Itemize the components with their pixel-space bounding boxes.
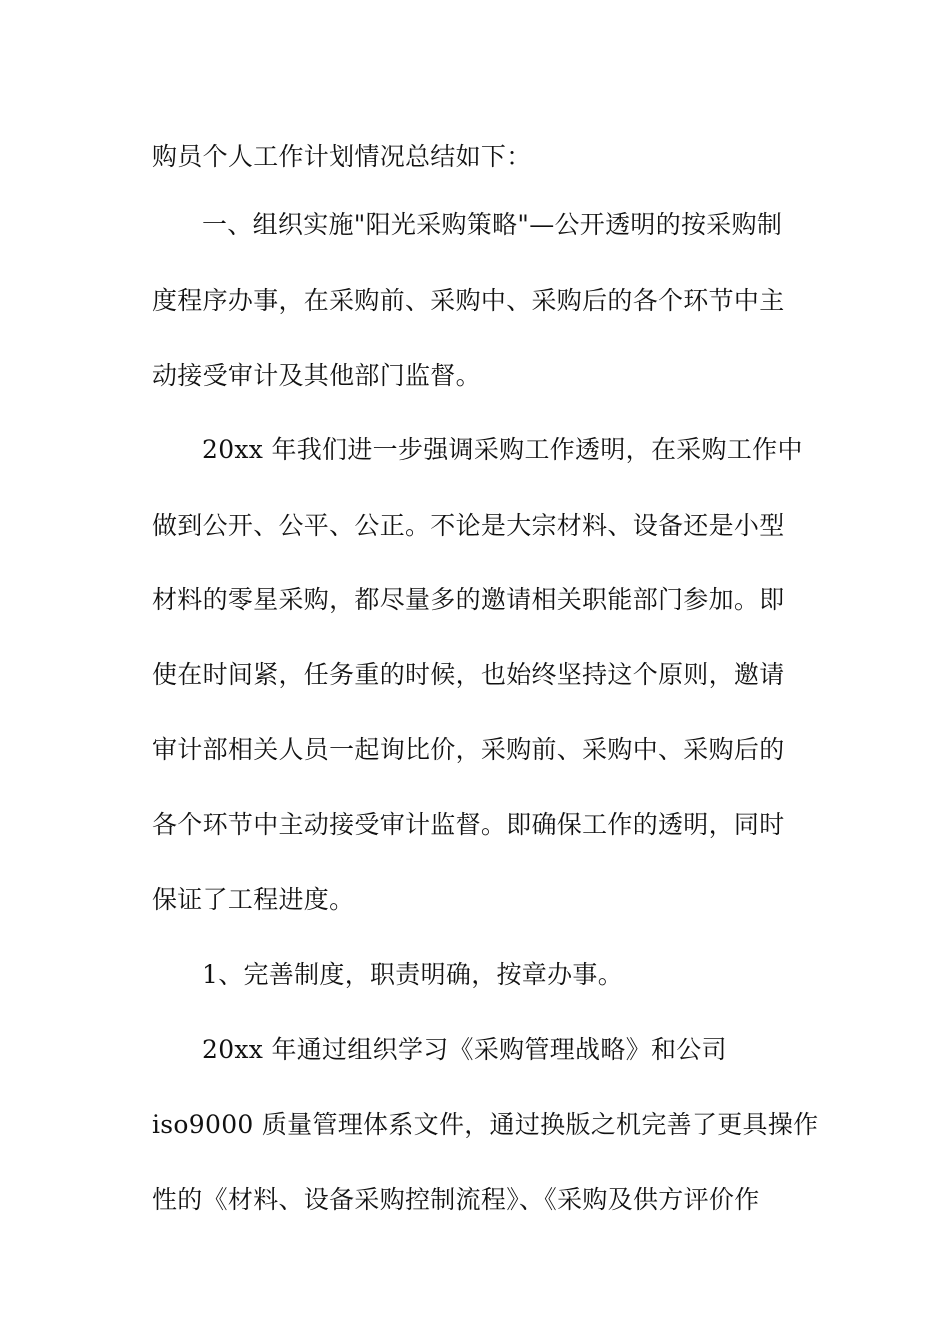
text-line: 20xx 年通过组织学习《采购管理战略》和公司 [202,1035,727,1064]
text-line: 动接受审计及其他部门监督。 [152,361,481,390]
text-line: 购员个人工作计划情况总结如下： [152,142,532,171]
text-line: 20xx 年我们进一步强调采购工作透明，在采购工作中 [202,435,803,464]
text-line: 做到公开、公平、公正。不论是大宗材料、设备还是小型 [152,511,785,540]
text-line: iso9000 质量管理体系文件，通过换版之机完善了更具操作 [152,1110,819,1139]
text-line: 1、完善制度，职责明确，按章办事。 [202,960,624,989]
text-line: 度程序办事，在采购前、采购中、采购后的各个环节中主 [152,286,785,315]
text-line: 保证了工程进度。 [152,885,355,914]
text-line: 材料的零星采购，都尽量多的邀请相关职能部门参加。即 [152,585,785,614]
text-line: 各个环节中主动接受审计监督。即确保工作的透明，同时 [152,810,785,839]
text-line: 审计部相关人员一起询比价，采购前、采购中、采购后的 [152,735,785,764]
text-line: 一、组织实施"阳光采购策略"—公开透明的按采购制 [202,210,783,239]
text-line: 性的《材料、设备采购控制流程》、《采购及供方评价作 [152,1185,760,1214]
text-line: 使在时间紧，任务重的时候，也始终坚持这个原则，邀请 [152,660,785,689]
